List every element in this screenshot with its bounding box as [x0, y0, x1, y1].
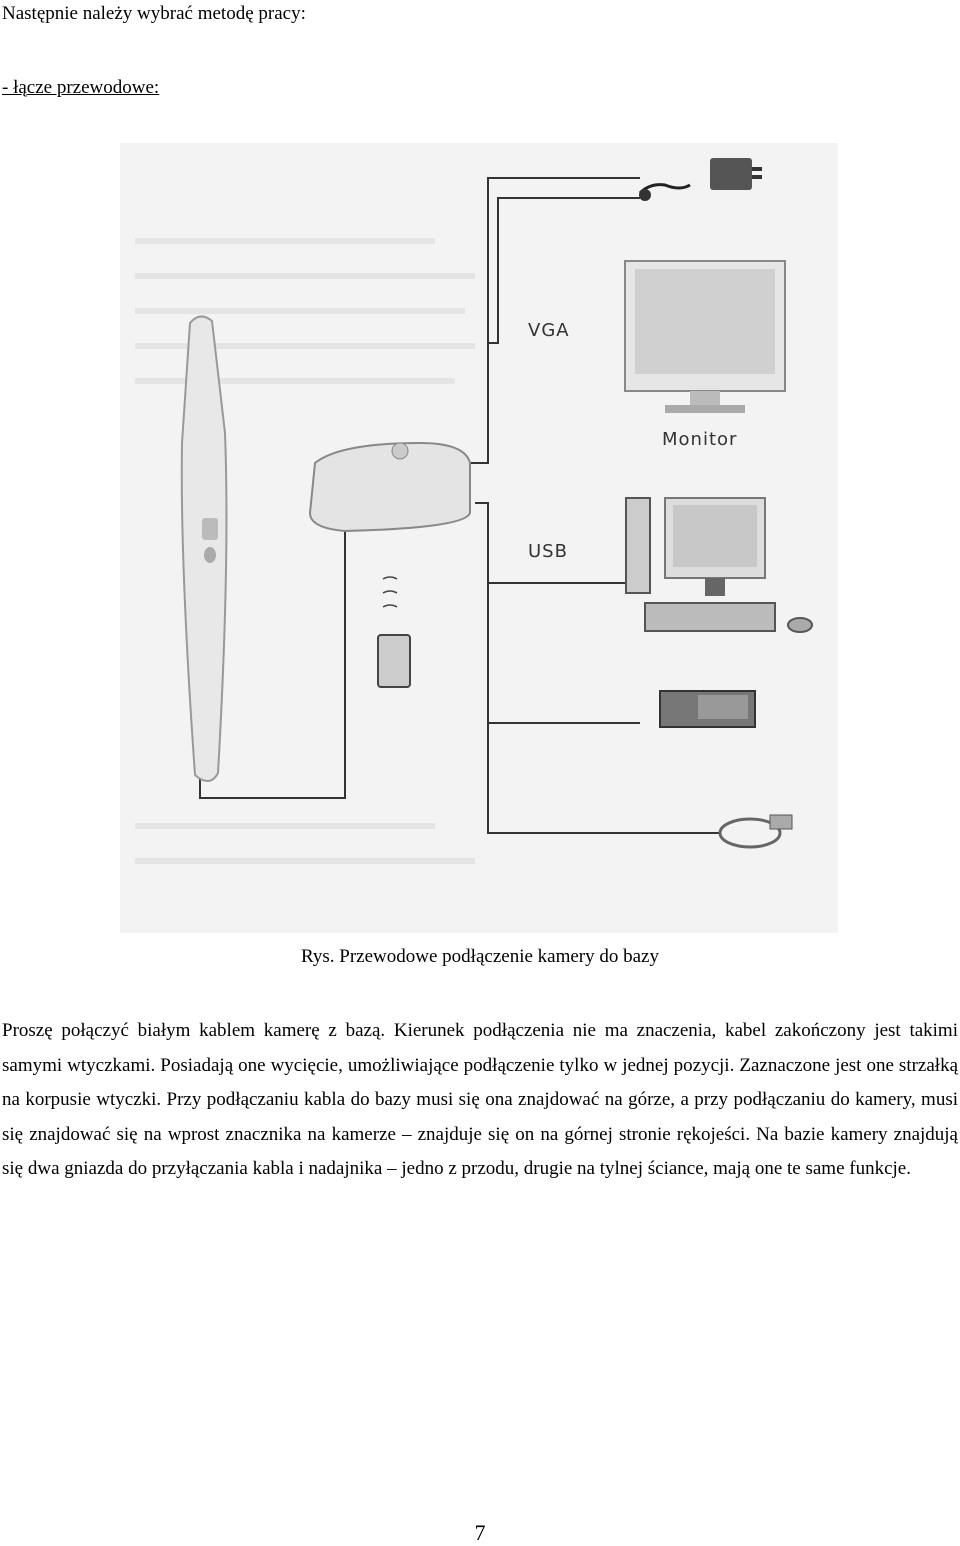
connection-diagram-figure [120, 143, 838, 933]
av-box-icon [660, 691, 755, 727]
figure-caption: Rys. Przewodowe podłączenie kamery do bazy [300, 946, 659, 967]
page-number: 7 [474, 1520, 486, 1545]
camera-base-icon [310, 443, 470, 531]
monitor-label: Monitor [662, 429, 738, 450]
usb-label: USB [528, 541, 568, 562]
intro-text: Następnie należy wybrać metodę pracy: [2, 3, 306, 24]
body-paragraph: Proszę połączyć białym kablem kamerę z bazą. Kierunek podłączenia nie ma znaczenia, kabel zakończony jest takimi samymi wtyczkami. Posiadają one wycięcie, umożliwiające podłączenie tylko w jednej pozycji. Zaznaczone jest one strzałką na korpusie wtyczki. Przy podłączaniu kabla do bazy musi się ona znajdować na górze, a przy podłączaniu do kamery, musi się znajdować się na wprost znacznika na kamerze – znajduje się on na górnej stronie rękojeści. Na bazie kamery znajdują się dwa gniazda do przyłączania kabla i nadajnika – jedno z przodu, drugie na tylnej ściance, mają one te same funkcje. [2, 1020, 958, 1180]
method-heading: - łącze przewodowe: [2, 77, 160, 98]
monitor-icon [625, 261, 785, 413]
vga-label: VGA [528, 320, 570, 341]
